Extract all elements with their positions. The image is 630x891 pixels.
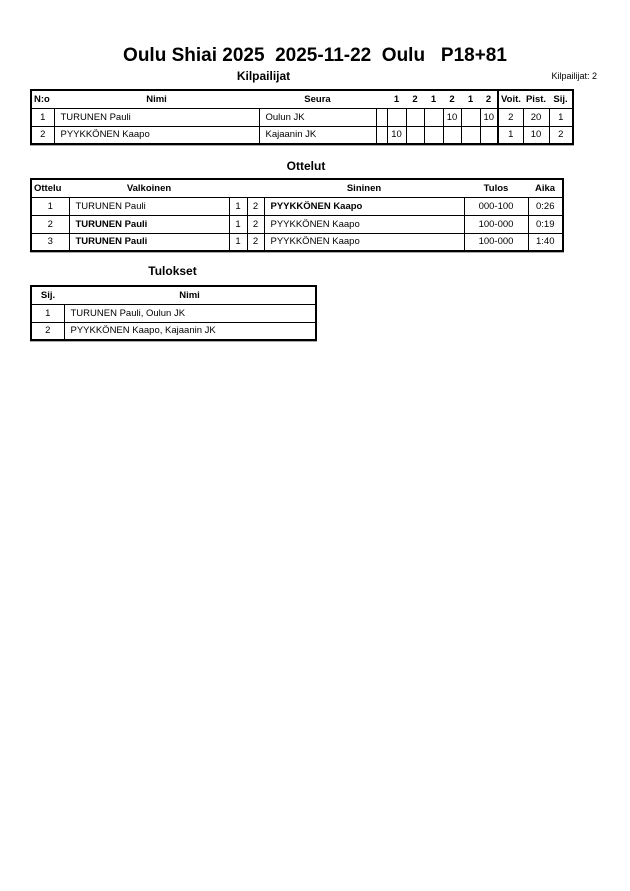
col-header-result: Tulos	[464, 179, 528, 197]
col-header-name: Nimi	[64, 286, 316, 304]
col-header-name: Nimi	[54, 90, 259, 108]
competitors-header-row	[31, 90, 573, 108]
score-cell: 10	[480, 108, 498, 126]
place-cell: 2	[549, 126, 573, 144]
col-header-score-6: 2	[480, 90, 498, 108]
results-header-row	[31, 286, 316, 304]
wins-cell: 2	[498, 108, 523, 126]
score-cell	[387, 108, 406, 126]
table-row	[31, 304, 316, 322]
matches-table	[30, 178, 564, 252]
table-row	[31, 126, 573, 144]
col-header-score-5: 1	[461, 90, 480, 108]
blue-player-cell: PYYKKÖNEN Kaapo	[264, 233, 464, 251]
match-number-cell: 1	[31, 197, 69, 215]
score-cell	[461, 126, 480, 144]
points-cell: 10	[523, 126, 549, 144]
points-cell: 20	[523, 108, 549, 126]
competitor-number-cell: 2	[31, 126, 54, 144]
score-cell: 10	[443, 108, 461, 126]
time-cell: 0:19	[528, 215, 563, 233]
table-row	[31, 108, 573, 126]
competitors-table	[30, 89, 574, 145]
match-number-cell: 3	[31, 233, 69, 251]
col-header-spacer	[376, 90, 387, 108]
white-player-cell: TURUNEN Pauli	[69, 215, 229, 233]
col-header-points: Pist.	[523, 90, 549, 108]
place-cell: 1	[549, 108, 573, 126]
col-header-score-3: 1	[424, 90, 443, 108]
col-header-match: Ottelu	[31, 179, 69, 197]
wins-cell: 1	[498, 126, 523, 144]
matches-heading: Ottelut	[286, 159, 326, 173]
competitor-club-cell: Oulun JK	[259, 108, 376, 126]
blue-player-cell: PYYKKÖNEN Kaapo	[264, 215, 464, 233]
score-cell: 10	[387, 126, 406, 144]
match-number-cell: 2	[31, 215, 69, 233]
col-header-blue: Sininen	[264, 179, 464, 197]
competitor-number-cell: 1	[31, 108, 54, 126]
col-header-w2	[247, 179, 264, 197]
matches-table-container	[30, 178, 564, 253]
col-header-w1	[229, 179, 247, 197]
time-cell: 0:26	[528, 197, 563, 215]
blue-player-cell: PYYKKÖNEN Kaapo	[264, 197, 464, 215]
spacer-cell	[376, 108, 387, 126]
table-row	[31, 233, 563, 251]
flag-cell-1: 1	[229, 233, 247, 251]
col-header-score-4: 2	[443, 90, 461, 108]
col-header-time: Aika	[528, 179, 563, 197]
result-place-cell: 2	[31, 322, 64, 340]
result-place-cell: 1	[31, 304, 64, 322]
flag-cell-2: 2	[247, 197, 264, 215]
col-header-wins: Voit.	[498, 90, 523, 108]
table-row	[31, 322, 316, 340]
competitors-heading: Kilpailijat	[236, 69, 291, 83]
score-cell	[424, 108, 443, 126]
table-row	[31, 215, 563, 233]
competitor-club-cell: Kajaanin JK	[259, 126, 376, 144]
score-cell	[480, 126, 498, 144]
score-cell	[443, 126, 461, 144]
col-header-no: N:o	[31, 90, 54, 108]
result-cell: 100-000	[464, 233, 528, 251]
matches-header-row	[31, 179, 563, 197]
competitor-name-cell: TURUNEN Pauli	[54, 108, 259, 126]
flag-cell-1: 1	[229, 215, 247, 233]
results-table-container	[30, 285, 317, 342]
document-title: Oulu Shiai 2025 2025-11-22 Oulu P18+81	[123, 45, 507, 66]
results-heading: Tulokset	[148, 264, 197, 278]
col-header-white: Valkoinen	[69, 179, 229, 197]
flag-cell-1: 1	[229, 197, 247, 215]
flag-cell-2: 2	[247, 215, 264, 233]
competitor-count-label: Kilpailijat: 2	[551, 71, 597, 81]
time-cell: 1:40	[528, 233, 563, 251]
col-header-score-2: 2	[406, 90, 424, 108]
score-cell	[424, 126, 443, 144]
results-table	[30, 285, 317, 341]
result-name-cell: PYYKKÖNEN Kaapo, Kajaanin JK	[64, 322, 316, 340]
competitor-name-cell: PYYKKÖNEN Kaapo	[54, 126, 259, 144]
white-player-cell: TURUNEN Pauli	[69, 197, 229, 215]
score-cell	[406, 126, 424, 144]
score-cell	[461, 108, 480, 126]
white-player-cell: TURUNEN Pauli	[69, 233, 229, 251]
col-header-place: Sij.	[31, 286, 64, 304]
competitors-table-container	[30, 89, 574, 146]
score-cell	[406, 108, 424, 126]
col-header-place: Sij.	[549, 90, 573, 108]
result-name-cell: TURUNEN Pauli, Oulun JK	[64, 304, 316, 322]
result-cell: 000-100	[464, 197, 528, 215]
spacer-cell	[376, 126, 387, 144]
result-cell: 100-000	[464, 215, 528, 233]
col-header-score-1: 1	[387, 90, 406, 108]
table-row	[31, 197, 563, 215]
flag-cell-2: 2	[247, 233, 264, 251]
col-header-club: Seura	[259, 90, 376, 108]
